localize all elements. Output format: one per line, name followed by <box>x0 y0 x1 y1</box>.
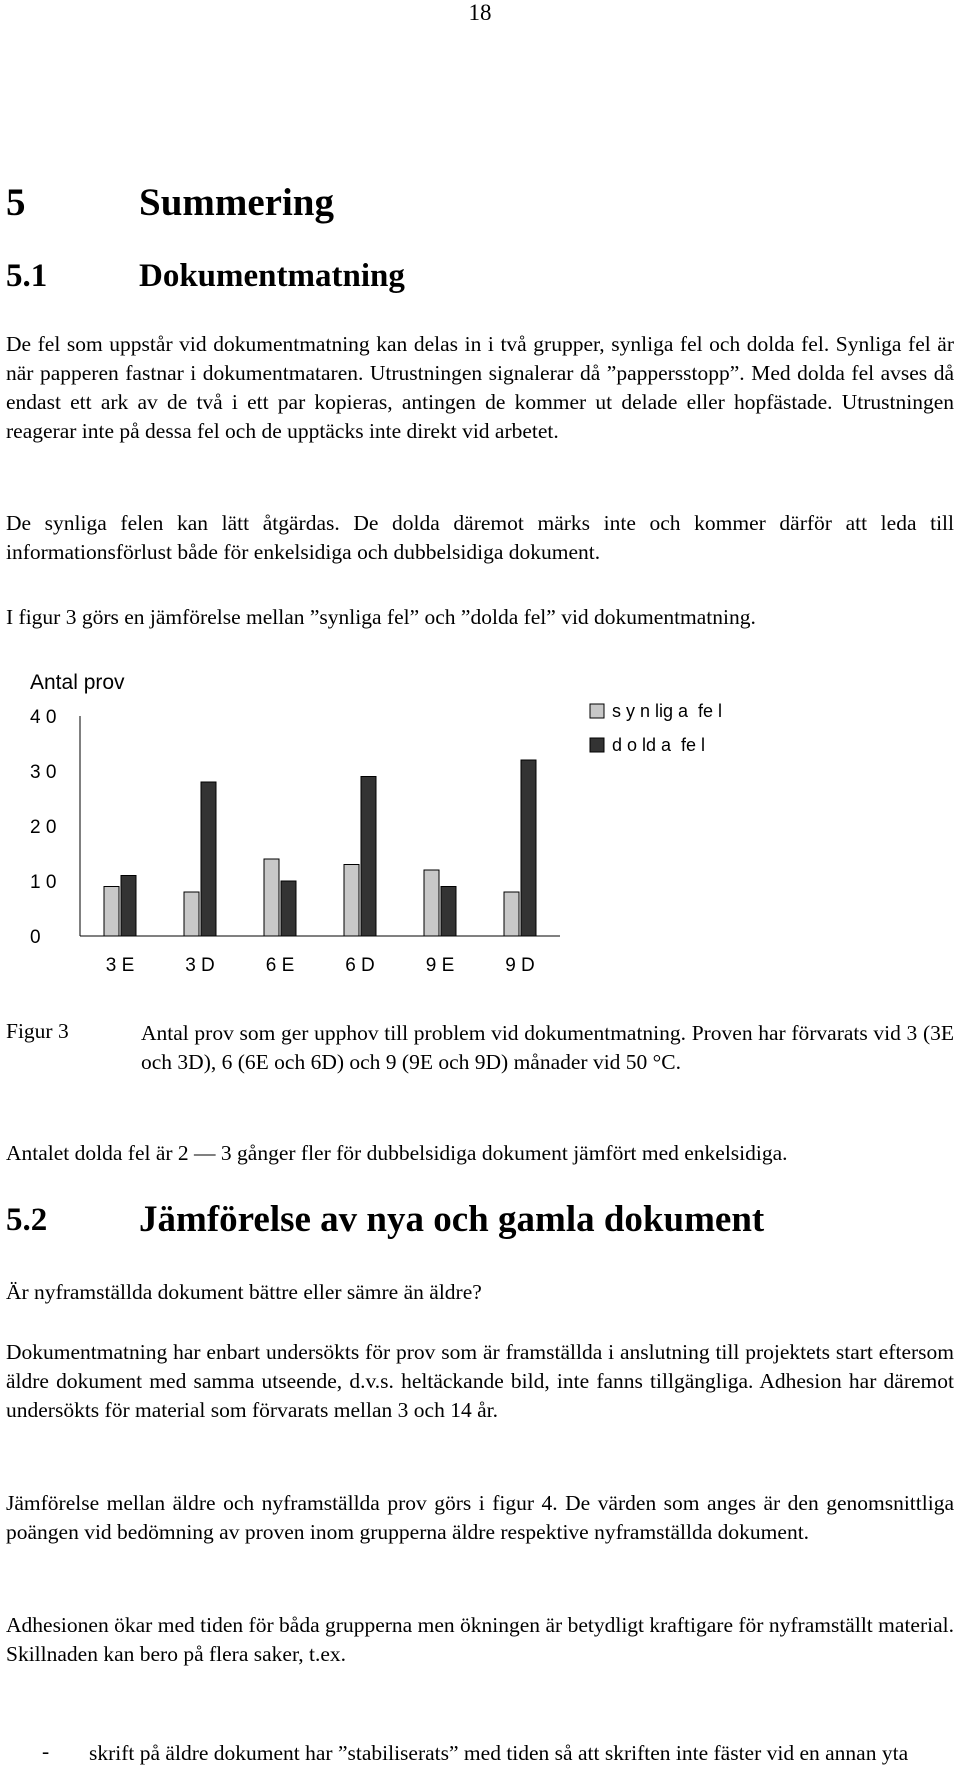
paragraph: Är nyframställda dokument bättre eller sämre än äldre? <box>6 1280 482 1304</box>
subsection-title: Dokumentmatning <box>139 258 405 294</box>
bar-synliga-3E <box>104 887 119 937</box>
page-number: 18 <box>468 0 492 25</box>
subsection-title: Jämförelse av nya och gamla dokument <box>139 1199 765 1240</box>
figure-label: Figur 3 <box>6 1019 69 1043</box>
bar-synliga-9D <box>504 892 519 936</box>
bar-dolda-6E <box>281 881 296 936</box>
x-tick-label: 3 D <box>185 955 215 976</box>
paragraph: Jämförelse mellan äldre och nyframställda prov görs i figur 4. De värden som anges är den genomsnittliga poängen vid bedömning av proven inom grupperna äldre respektive nyframställda dokument. <box>6 1491 954 1544</box>
y-axis-label: Antal prov <box>30 671 125 694</box>
paragraph: De synliga felen kan lätt åtgärdas. De dolda däremot märks inte och kommer därför att leda till informationsförlust både för enkelsidiga och dubbelsidiga dokument. <box>6 511 954 564</box>
subsection-number: 5.1 <box>6 258 48 294</box>
paragraph: Adhesionen ökar med tiden för båda grupperna men ökningen är betydligt kraftigare för nyframställt material. Skillnaden kan bero på flera saker, t.ex. <box>6 1613 954 1666</box>
y-tick-label: 0 <box>30 927 41 948</box>
figure-caption: Antal prov som ger upphov till problem vid dokumentmatning. Proven har förvarats vid 3 (3E och 3D), 6 (6E och 6D) och 9 (9E och 9D) månader vid 50 °C. <box>141 1021 954 1074</box>
x-tick-label: 3 E <box>105 955 135 976</box>
legend-swatch <box>590 704 604 718</box>
bar-dolda-9D <box>521 760 536 936</box>
section-number: 5 <box>6 181 26 224</box>
paragraph: Dokumentmatning har enbart undersökts för prov som är framställda i anslutning till projektets start eftersom äldre dokument med samma utseende, d.v.s. heltäckande bild, inte fanns tillgängliga. Adhesion har däremot undersökts för material som förvarats mellan 3 och 14 år. <box>6 1340 954 1422</box>
bar-synliga-6E <box>264 859 279 936</box>
bar-synliga-9E <box>424 870 439 936</box>
x-tick-label: 9 E <box>425 955 455 976</box>
paragraph: I figur 3 görs en jämförelse mellan ”synliga fel” och ”dolda fel” vid dokumentmatning. <box>6 605 756 629</box>
paragraph: Antalet dolda fel är 2 — 3 gånger fler för dubbelsidiga dokument jämfört med enkelsidiga. <box>6 1141 788 1165</box>
x-tick-label: 6 E <box>265 955 295 976</box>
x-tick-label: 6 D <box>345 955 375 976</box>
bar-synliga-6D <box>344 865 359 937</box>
y-tick-label: 2 0 <box>30 817 57 838</box>
bullet-item: skrift på äldre dokument har ”stabiliserats” med tiden så att skriften inte fäster vid en annan yta <box>89 1741 909 1765</box>
y-tick-label: 1 0 <box>30 872 57 893</box>
bar-synliga-3D <box>184 892 199 936</box>
bar-dolda-3E <box>121 876 136 937</box>
bar-chart <box>0 660 960 990</box>
bullet-marker: - <box>42 1739 50 1763</box>
legend-swatch <box>590 738 604 752</box>
x-tick-label: 9 D <box>505 955 535 976</box>
y-tick-label: 4 0 <box>30 707 57 728</box>
bar-dolda-9E <box>441 887 456 937</box>
bar-dolda-3D <box>201 782 216 936</box>
paragraph: De fel som uppstår vid dokumentmatning kan delas in i två grupper, synliga fel och dolda fel. Synliga fel är när papperen fastnar i dokumentmataren. Utrustningen signalerar då ”pappersstopp”. Med dolda fel avses då endast ett ark av de två i ett par kopieras, antingen de kommer ut delade eller hopfästade. Utrustningen reagerar inte på dessa fel och de upptäcks inte direkt vid arbetet. <box>6 332 954 443</box>
bar-dolda-6D <box>361 777 376 937</box>
legend-label: d o ld a fe l <box>612 735 706 755</box>
legend-label: s y n lig a fe l <box>612 701 723 721</box>
section-title: Summering <box>139 181 334 224</box>
y-tick-label: 3 0 <box>30 762 57 783</box>
subsection-number: 5.2 <box>6 1202 48 1238</box>
